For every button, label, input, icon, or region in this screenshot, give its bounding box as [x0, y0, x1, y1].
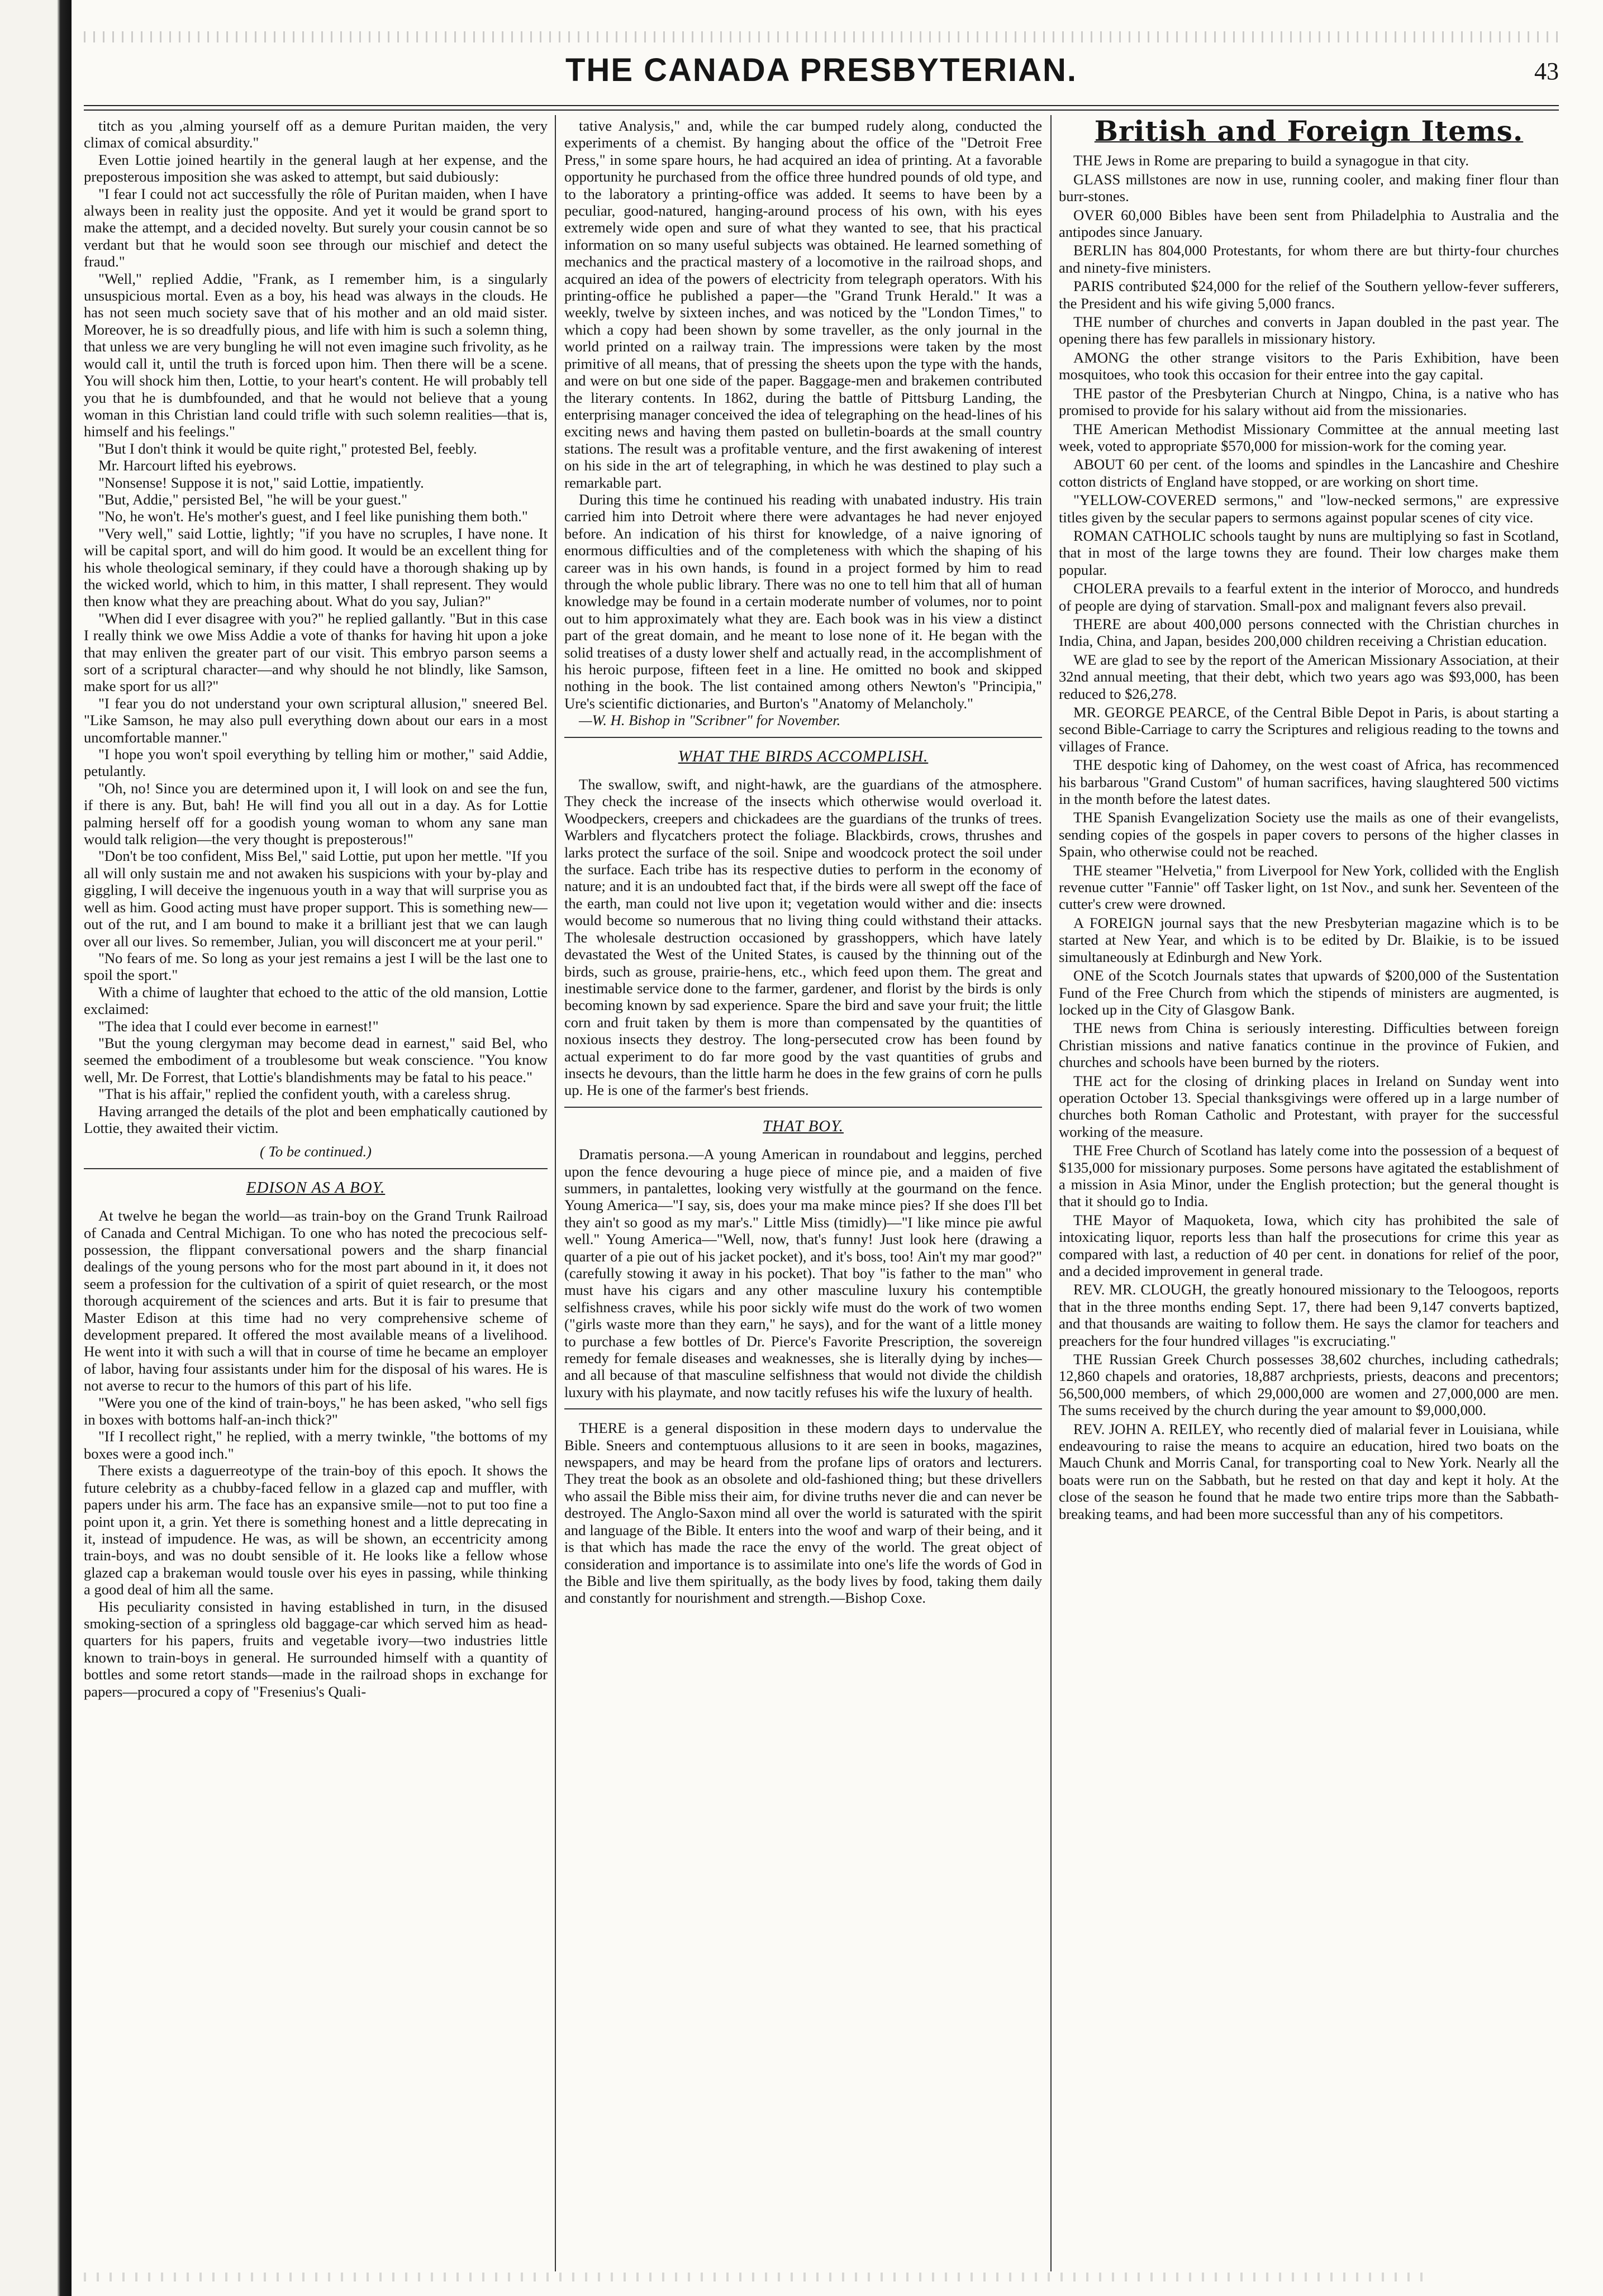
news-item: THE number of churches and converts in Japan doubled in the past year. The opening there has few parallels in missionary history. [1059, 313, 1559, 347]
news-item: THE steamer "Helvetia," from Liverpool for New York, collided with the English revenue cutter "Fannie" off Tasker light, on 1st Nov., and sunk her. Seventeen of the cutter's crew were drowned. [1059, 861, 1559, 913]
scan-noise-bottom [84, 2273, 1425, 2281]
news-item: "YELLOW-COVERED sermons," and "low-necked sermons," are expressive titles given by the secular papers to sermons against popular scenes of city vice. [1059, 492, 1559, 526]
news-item: BERLIN has 804,000 Protestants, for whom there are but thirty-four churches and ninety-five ministers. [1059, 242, 1559, 276]
column-3 [1059, 117, 1559, 2268]
story-paragraph: Mr. Harcourt lifted his eyebrows. [98, 457, 297, 474]
article-paragraph: The swallow, swift, and night-hawk, are the guardians of the atmosphere. They check the increase of the insects which otherwise would overload it. Woodpeckers, creepers and chickadees are the guardians of the trunks of trees. Warblers and flycatchers protect the foliage. Blackbirds, crows, thrushes and larks protect the surface of the soil. Snipe and woodcock protect the soil under the surface. Each tribe has its respective duties to perform in the economy of nature; and it is an undoubted fact that, if the birds were all swept off the face of the earth, man could not live upon it; vegetation would wither and die: insects would become so numerous that no living thing could withstand their attacks. The wholesale destruction occasioned by grasshoppers, which have lately devastated the West of the United States, is caused by the thinning out of the birds, such as grouse, prairie-hens, etc., which feed upon them. The great and inestimable service done to the farmer, gardener, and florist by the birds is only becoming known by sad experience. Spare the bird and save your fruit; the little corn and fruit taken by them is more than compensated by the quantities of noxious insects they destroy. The long-persecuted crow has been found by actual experiment to do far more good by the vast quantities of grubs and insects he devours, than the little harm he does in the few grains of corn he pulls up. He is one of the farmer's best friends. [564, 776, 1042, 1099]
story-paragraph: titch as you ,alming yourself off as a demure Puritan maiden, the very climax of comical absurdity." [84, 117, 548, 151]
section-divider [84, 1168, 548, 1169]
bible-article [564, 1419, 1042, 1606]
article-paragraph: Dramatis persona.—A young American in roundabout and leggins, perched upon the fence devouring a huge piece of mince pie, and a maiden of five summers, in pantalettes, looking very wistfully at the gourmand on the fence. Young America—"I say, sis, does your ma make mince pies? If she does I'll bet they ain't so good as my mar's." Little Miss (timidly)—"I like mince pie awful well." Young America—"Well, now, that's funny! Just look here (drawing a quarter of a pie out of his jacket pocket), and it's boss, too! Ain't my mar good?" (carefully stowing it away in his pocket). That boy "is father to the man" who must have his cigars and any other masculine luxury his contemptible selfishness craves, while his poor sickly wife must do the work of two women ("girls waste more than they earn," he says), and for the want of a little money to purchase a few bottles of Dr. Pierce's Favorite Prescription, the sovereign remedy for female diseases and weaknesses, she is literally dying by inches—and all because of that masculine selfishness that would not divide the childish luxury with his playmate, and now tacitly refuses his wife the luxury of health. [564, 1146, 1042, 1401]
story-paragraph: "I hope you won't spoil everything by telling him or mother," said Addie, petulantly. [84, 746, 548, 780]
story-paragraph: "I fear I could not act successfully the rôle of Puritan maiden, when I have always been in reality just the opposite. And yet it would be grand sport to make the attempt, and a decided novelty. But surely your cousin cannot be so verdant but that he would soon see through our mischief and detect the fraud." [84, 185, 548, 270]
scan-noise-top [84, 31, 1559, 42]
news-item: THE Spanish Evangelization Society use the mails as one of their evangelists, sending copies of the gospels in paper covers to persons of the higher classes in Spain, who otherwise could not be reached. [1059, 809, 1559, 860]
story-paragraph: "No, he won't. He's mother's guest, and I feel like punishing them both." [98, 508, 528, 525]
news-item: ROMAN CATHOLIC schools taught by nuns are multiplying so fast in Scotland, that in most of the large towns they are found. Their low charges make them popular. [1059, 527, 1559, 578]
article-paragraph: During this time he continued his reading with unabated industry. His train carried him into Detroit where there were advantages he had never enjoyed before. An indication of his thirst for knowledge, of a naive ignoring of enormous difficulties and of the completeness with which the shaping of his career was in his own hands, is found in a project formed by him to read through the whole public library. There was no one to tell him that all of human knowledge may be found in a certain moderate number of volumes, nor to point out to him approximately what they are. Each book was in his view a distinct part of the great domain, and he meant to lose none of it. He began with the solid treatises of a dusty lower shelf and actually read, in the accomplishment of his heroic purpose, fifteen feet in a line. He omitted no book and skipped nothing in the book. The list contained among others Newton's "Principia," Ure's scientific dictionaries, and Burton's "Anatomy of Melancholy." [564, 490, 1042, 712]
news-item: GLASS millstones are now in use, running cooler, and making finer flour than burr-stones. [1059, 170, 1559, 205]
story-paragraph: Even Lottie joined heartily in the general laugh at her expense, and the preposterous imposition she was asked to attempt, but said dubiously: [84, 151, 548, 185]
story-paragraph: "That is his affair," replied the confident youth, with a careless shrug. [98, 1085, 511, 1103]
section-divider [564, 737, 1042, 738]
article-paragraph: There exists a daguerreotype of the train-boy of this epoch. It shows the future celebrity as a chubby-faced fellow in a glazed cap and muffler, with papers under his arm. The face has an expansive smile—not to put too fine a point upon it, a grin. Yet there is something honest and a little deprecating in it, instead of impudence. He was, as will be shown, an eccentricity among train-boys, and was no doubt sensible of it. He looks like a fellow whose glazed cap a brakeman would tousle over his eyes in passing, while thinking a good deal of him all the same. [84, 1462, 548, 1598]
news-item: THE act for the closing of drinking places in Ireland on Sunday went into operation October 13. Special thanksgivings were offered up in a large number of churches both Roman Catholic and Protestant, with prayer for the successful working of the measure. [1059, 1072, 1559, 1140]
news-item: THE Russian Greek Church possesses 38,602 churches, including cathedrals; 12,860 chapels and oratories, 18,887 archpriests, priests, deacons and precentors; 56,500,000 members, of which 29,000,000 are women and 27,000,000 are men. The sums received by the church during the year amount to $9,000,000. [1059, 1351, 1559, 1419]
serial-story [84, 117, 548, 1136]
news-item: ONE of the Scotch Journals states that upwards of $200,000 of the Sustentation Fund of the Free Church from which the stipends of ministers are augmented, is locked up in the City of Glasgow Bank. [1059, 967, 1559, 1018]
news-item: OVER 60,000 Bibles have been sent from Philadelphia to Australia and the antipodes since January. [1059, 206, 1559, 241]
news-item: THE news from China is seriously interesting. Difficulties between foreign Christian missions and native fanatics continue in the province of Fukien, and churches and schools have been burned by the rioters. [1059, 1020, 1559, 1071]
news-item: A FOREIGN journal says that the new Presbyterian magazine which is to be started at New Year, and which is to be edited by Dr. Blaikie, is to be issued simultaneously at Edinburgh and New York. [1059, 914, 1559, 965]
column-2 [564, 117, 1042, 2268]
story-paragraph: "Oh, no! Since you are determined upon it, I will look on and see the fun, if there is any. But, bah! He will find you all out in a day. As for Lottie palming herself off for a goodish young woman to whom any sane man would talk religion—the very thought is preposterous!" [84, 779, 548, 848]
story-paragraph: "Don't be too confident, Miss Bel," said Lottie, put upon her mettle. "If you all will only sustain me and not awaken his suspicions with your by-play and giggling, I will deceive the ingenuous youth in a way that will surprise you as well as him. Good acting must have proper support. This is something new—out of the rut, and I am bound to make it a brilliant jest that we can laugh over all our lives. So remember, Julian, you will disconcert me at your peril." [84, 847, 548, 950]
article-paragraph: tative Analysis," and, while the car bumped rudely along, conducted the experiments of a chemist. By hanging about the office of the "Detroit Free Press," in some spare hours, he had acquired an idea of printing. At a favorable opportunity he purchased from the office three hundred pounds of old type, and to the laboratory a printing-office was added. It seems to have been by a peculiar, good-natured, hanging-around process of his own, with his eyes extremely wide open and sure of what they wanted to see, that his practical information on so many useful subjects was obtained. He learned something of mechanics and the practical mastery of a locomotive in the railroad shops, and acquired an idea of the powers of electricity from telegraph operators. With his printing-office he published a paper—the "Grand Trunk Herald." It was a weekly, twelve by sixteen inches, and was noticed by the "London Times," to which a copy had been shown by some traveller, as the only journal in the world printed on a railway train. The impressions were taken by the most primitive of all means, that of pressing the sheets upon the type with the hands, and were on but one side of the paper. Baggage-men and brakemen contributed the literary contents. In 1862, during the battle of Pittsburg Landing, the enterprising manager conceived the idea of telegraphing on the head-lines of his exciting news and having them pasted on bulletin-boards at the small country stations. The result was a profitable venture, and the first awakening of interest on his side in the art of telegraphing, in which he was destined to play such a remarkable part. [564, 117, 1042, 491]
story-paragraph: "When did I ever disagree with you?" he replied gallantly. "But in this case I really think we owe Miss Addie a vote of thanks for having hit upon a joke that may enliven the greater part of our visit. This embryo parson seems a sort of a scriptural character—and why should he not blindly, like Samson, make sport for us all?" [84, 609, 548, 695]
news-item: WE are glad to see by the report of the American Missionary Association, at their 32nd annual meeting, that their debt, which two years ago was $93,000, has been reduced to $26,278. [1059, 651, 1559, 702]
page-header [84, 51, 1559, 113]
story-paragraph: "But, Addie," persisted Bel, "he will be your guest." [98, 490, 408, 508]
news-item: ABOUT 60 per cent. of the looms and spindles in the Lancashire and Cheshire cotton districts of England have stopped, or are working on short time. [1059, 456, 1559, 490]
story-paragraph: "No fears of me. So long as your jest remains a jest I will be the last one to spoil the sport." [84, 949, 548, 984]
that-boy-article [564, 1146, 1042, 1401]
column-rule-1 [555, 115, 556, 2271]
edison-article-continued [564, 117, 1042, 729]
article-paragraph: THERE is a general disposition in these modern days to undervalue the Bible. Sneers and contemptuous allusions to it are seen in books, magazines, newspapers, and may be heard from the profane lips of orators and lecturers. They treat the book as an obsolete and old-fashioned thing; but these drivellers who assail the Bible miss their aim, for divine truths never die and can never be destroyed. The Anglo-Saxon mind all over the world is saturated with the spirit and language of the Bible. It enters into the woof and warp of their being, and it is that which has made the race the envy of the world. The great object of consideration and importance is to assimilate into one's life the words of God in the Bible and live them spiritually, as the body lives by food, taking them daily and constantly for nourishment and strength.—Bishop Coxe. [564, 1419, 1042, 1607]
article-paragraph: "If I recollect right," he replied, with a merry twinkle, "the bottoms of my boxes were a good inch." [84, 1428, 548, 1462]
that-boy-title: THAT BOY. [763, 1117, 844, 1135]
section-divider [564, 1107, 1042, 1108]
story-paragraph: "The idea that I could ever become in earnest!" [98, 1017, 379, 1035]
story-paragraph: "Well," replied Addie, "Frank, as I remember him, is a singularly unsuspicious mortal. Even as a boy, his head was always in the clouds. He has not seen much society save that of his mother and an old maid sister. Moreover, he is so dreadfully pious, and life with him is such a solemn thing, that unless we are very bungling he will not even imagine such frivolity, as he would call it, until the truth is forced upon him. Then there will be a scene. You will shock him then, Lottie, to your heart's content. He will probably tell you that he is dumbfounded, and that he would not believe that a young woman in this Christian land could trifle with such solemn realities—that is, himself and his feelings." [84, 270, 548, 440]
news-item: THE American Methodist Missionary Committee at the annual meeting last week, voted to appropriate $570,000 for mission-work for the coming year. [1059, 420, 1559, 454]
section-divider [564, 1408, 1042, 1409]
news-item: REV. JOHN A. REILEY, who recently died of malarial fever in Louisiana, while endeavouring to raise the means to acquire an education, hired two boats on the Mauch Chunk and Morris Canal, for transporting coal to New York. Nearly all the boats were run on the Sabbath, but he rested on that day and kept it holy. At the close of the season he found that he made two entire trips more than the Sabbath-breaking teams, and had been more successful than any of his competitors. [1059, 1420, 1559, 1522]
story-paragraph: "I fear you do not understand your own scriptural allusion," sneered Bel. "Like Samson, he may also pull everything down about our ears in a most uncomfortable manner." [84, 694, 548, 746]
birds-article [564, 776, 1042, 1099]
story-paragraph: "Very well," said Lottie, lightly; "if you have no scruples, I have none. It will be capital sport, and will do him good. It would be an excellent thing for his whole theological seminary, if they could have a thorough shaking up by the wicked world, which to him, in this matter, I shall represent. They would then know what they are preaching about. What do you say, Julian?" [84, 525, 548, 610]
story-paragraph: "Nonsense! Suppose it is not," said Lottie, impatiently. [98, 474, 424, 491]
news-item: MR. GEORGE PEARCE, of the Central Bible Depot in Paris, is about starting a second Bible-Carriage to carry the Scriptures and religious reading to the towns and villages of France. [1059, 704, 1559, 755]
article-paragraph: At twelve he began the world—as train-boy on the Grand Trunk Railroad of Canada and Central Michigan. To one who has noted the precocious self-possession, the flippant conversational powers and the sharp financial dealings of the young persons who for the most part abound in it, it does not seem a profession for the cultivation of a spirit of quiet research, or the most thorough acquirement of the sciences and arts. But it is fair to presume that Master Edison at this time had no very comprehensive scheme of development prepared. It offered the most available means of a livelihood. He went into it with such a will that in course of time he became an employer of labor, having four assistants under him for the disposal of his wares. He is not averse to recur to the humors of this part of his life. [84, 1207, 548, 1394]
news-item: AMONG the other strange visitors to the Paris Exhibition, have been mosquitoes, who took this occasion for their entree into the gay capital. [1059, 349, 1559, 383]
article-byline: —W. H. Bishop in "Scribner" for November. [579, 712, 841, 729]
column-1 [84, 117, 548, 2268]
article-paragraph: His peculiarity consisted in having established in turn, in the disused smoking-section of a springless old baggage-car which served him as head-quarters for his papers, fruits and vegetable ivory—two industries little known to train-boys in general. He surrounded himself with a quantity of bottles and some retort stands—made in the railroad shops in exchange for papers—procured a copy of "Fresenius's Quali- [84, 1598, 548, 1700]
story-paragraph: With a chime of laughter that echoed to the attic of the old mansion, Lottie exclaimed: [84, 983, 548, 1018]
birds-title: WHAT THE BIRDS ACCOMPLISH. [678, 747, 929, 765]
page-binding-edge [0, 0, 72, 2296]
news-item: THE Mayor of Maquoketa, Iowa, which city has prohibited the sale of intoxicating liquor, reports less than half the prosecutions for crime this year as compared with last, a reduction of 40 per cent. in donations for relief of the poor, and a decided improvement in general trade. [1059, 1211, 1559, 1279]
story-paragraph: "But I don't think it would be quite right," protested Bel, feebly. [98, 440, 477, 457]
story-paragraph: "But the young clergyman may become dead in earnest," said Bel, who seemed the embodiment of a troublesome but weak conscience. "You know well, Mr. De Forrest, that Lottie's blandishments may be fatal to his peace." [84, 1034, 548, 1085]
edison-article [84, 1207, 548, 1700]
to-be-continued: ( To be continued.) [260, 1143, 372, 1160]
article-paragraph: "Were you one of the kind of train-boys," he has been asked, "who sell figs in boxes with bottoms half-an-inch thick?" [84, 1394, 548, 1428]
news-item: THE despotic king of Dahomey, on the west coast of Africa, has recommenced his barbarous "Grand Custom" of human sacrifices, having slaughtered 500 victims in the month before the latest dates. [1059, 756, 1559, 808]
news-item: REV. MR. CLOUGH, the greatly honoured missionary to the Teloogoos, reports that in the three months ending Sept. 17, there had been 9,147 converts baptized, and that thousands are waiting to follow them. He says the clamor for teachers and preachers for the four hundred villages "is excruciating." [1059, 1281, 1559, 1349]
page-number: 43 [1534, 58, 1559, 85]
column-rule-2 [1050, 115, 1052, 2271]
news-item: THE Free Church of Scotland has lately come into the possession of a bequest of $135,000 for missionary purposes. Some persons have agitated the establishment of a mission in Asia Minor, under the English protection; but the general thought is that it should go to India. [1059, 1142, 1559, 1210]
news-item: CHOLERA prevails to a fearful extent in the interior of Morocco, and hundreds of people are dying of starvation. Small-pox and malignant fevers also prevail. [1059, 580, 1559, 614]
news-item: THE Jews in Rome are preparing to build a synagogue in that city. [1073, 152, 1469, 169]
story-paragraph: Having arranged the details of the plot and been emphatically cautioned by Lottie, they awaited their victim. [84, 1102, 548, 1136]
news-items-list [1059, 152, 1559, 1522]
news-item: THERE are about 400,000 persons connected with the Christian churches in India, China, and Japan, besides 200,000 children receiving a Christian education. [1059, 615, 1559, 650]
british-foreign-items-title: British and Foreign Items. [1094, 117, 1524, 147]
news-item: THE pastor of the Presbyterian Church at Ningpo, China, is a native who has promised to provide for his salary without aid from the missionaries. [1059, 384, 1559, 419]
header-rule [84, 105, 1559, 111]
masthead: THE CANADA PRESBYTERIAN. [565, 52, 1077, 88]
news-item: PARIS contributed $24,000 for the relief of the Southern yellow-fever sufferers, the President and his wife giving 5,000 francs. [1059, 278, 1559, 312]
edison-title: EDISON AS A BOY. [246, 1178, 386, 1197]
